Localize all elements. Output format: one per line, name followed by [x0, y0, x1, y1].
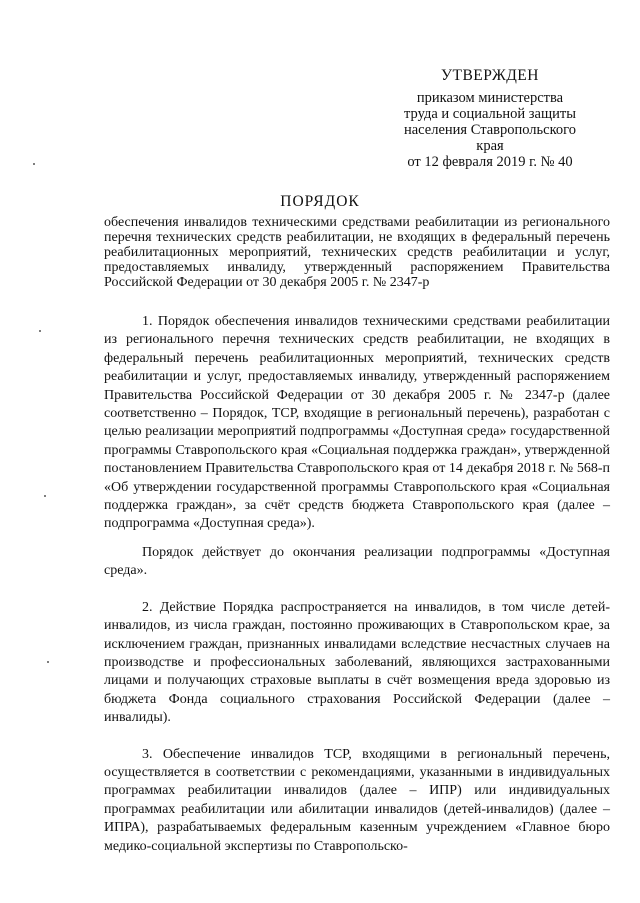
approval-date: от 12 февраля 2019 г. № 40	[407, 154, 573, 170]
approval-line: труда и социальной защиты	[404, 106, 576, 122]
approval-heading: УТВЕРЖДЕН	[441, 67, 539, 84]
scan-speck	[44, 495, 46, 497]
approval-line: приказом министерства	[416, 90, 564, 106]
approval-line: населения Ставропольского края	[403, 122, 576, 154]
paragraph-1-note: Порядок действует до окончания реализации подпрограммы «Доступная среда».	[104, 544, 610, 579]
paragraph-1: 1. Порядок обеспечения инвалидов техническими средствами реабилитации из регионального перечня технических средств реабилитации, не входящих в федеральный перечень реабилитационных мероприятий, технических средств реабилитации и услуг, предоставляемых инвалиду, утвержденный распоряжением Правительства Российской Федерации от 30 декабря 2005 г. № 2347-р (далее соответственно – Порядок, ТСР, входящие в региональный перечень), разработан с целью реализации мероприятий подпрограммы «Доступная среда» государственной программы Ставропольского края «Социальная поддержка граждан», утвержденной постановлением Правительства Ставропольского края от 14 декабря 2018 г. № 568-п «Об утверждении государственной программы Ставропольского края «Социальная поддержка граждан», за счёт средств бюджета Ставропольского края (далее – подпрограмма «Доступная среда»).	[104, 314, 610, 532]
paragraph-2: 2. Действие Порядка распространяется на инвалидов, в том числе детей-инвалидов, из числа граждан, постоянно проживающих в Ставропольском крае, за исключением граждан, признанных инвалидами вследствие несчастных случаев на производстве и профессиональных заболеваний, являющихся застрахованными лицами и получающих страховые выплаты в счёт возмещения вреда здоровью из бюджета Фонда социального страхования Российской Федерации (далее – инвалиды).	[104, 599, 610, 726]
document-subtitle: обеспечения инвалидов техническими средствами реабилитации из регионального перечня технических средств реабилитации, не входящих в федеральный перечень реабилитационных мероприятий, технических средств реабилитации и услуг, предоставляемых инвалиду, утвержденный распоряжением Правительства Российской Федерации от 30 декабря 2005 г. № 2347-р	[104, 215, 610, 290]
approval-block	[390, 68, 590, 170]
paragraph-3: 3. Обеспечение инвалидов ТСР, входящими в региональный перечень, осуществляется в соответствии с рекомендациями, указанными в индивидуальных программах реабилитации инвалидов (далее – ИПР) или индивидуальных программах реабилитации или абилитации инвалидов (детей-инвалидов) (далее – ИПРА), разрабатываемых федеральным казенным учреждением «Главное бюро медико-социальной экспертизы по Ставропольско-	[104, 746, 610, 854]
document-body	[104, 313, 610, 856]
document-title: ПОРЯДОК	[280, 193, 360, 210]
scan-speck	[33, 163, 35, 165]
scan-speck	[47, 661, 49, 663]
scan-speck	[39, 330, 41, 332]
